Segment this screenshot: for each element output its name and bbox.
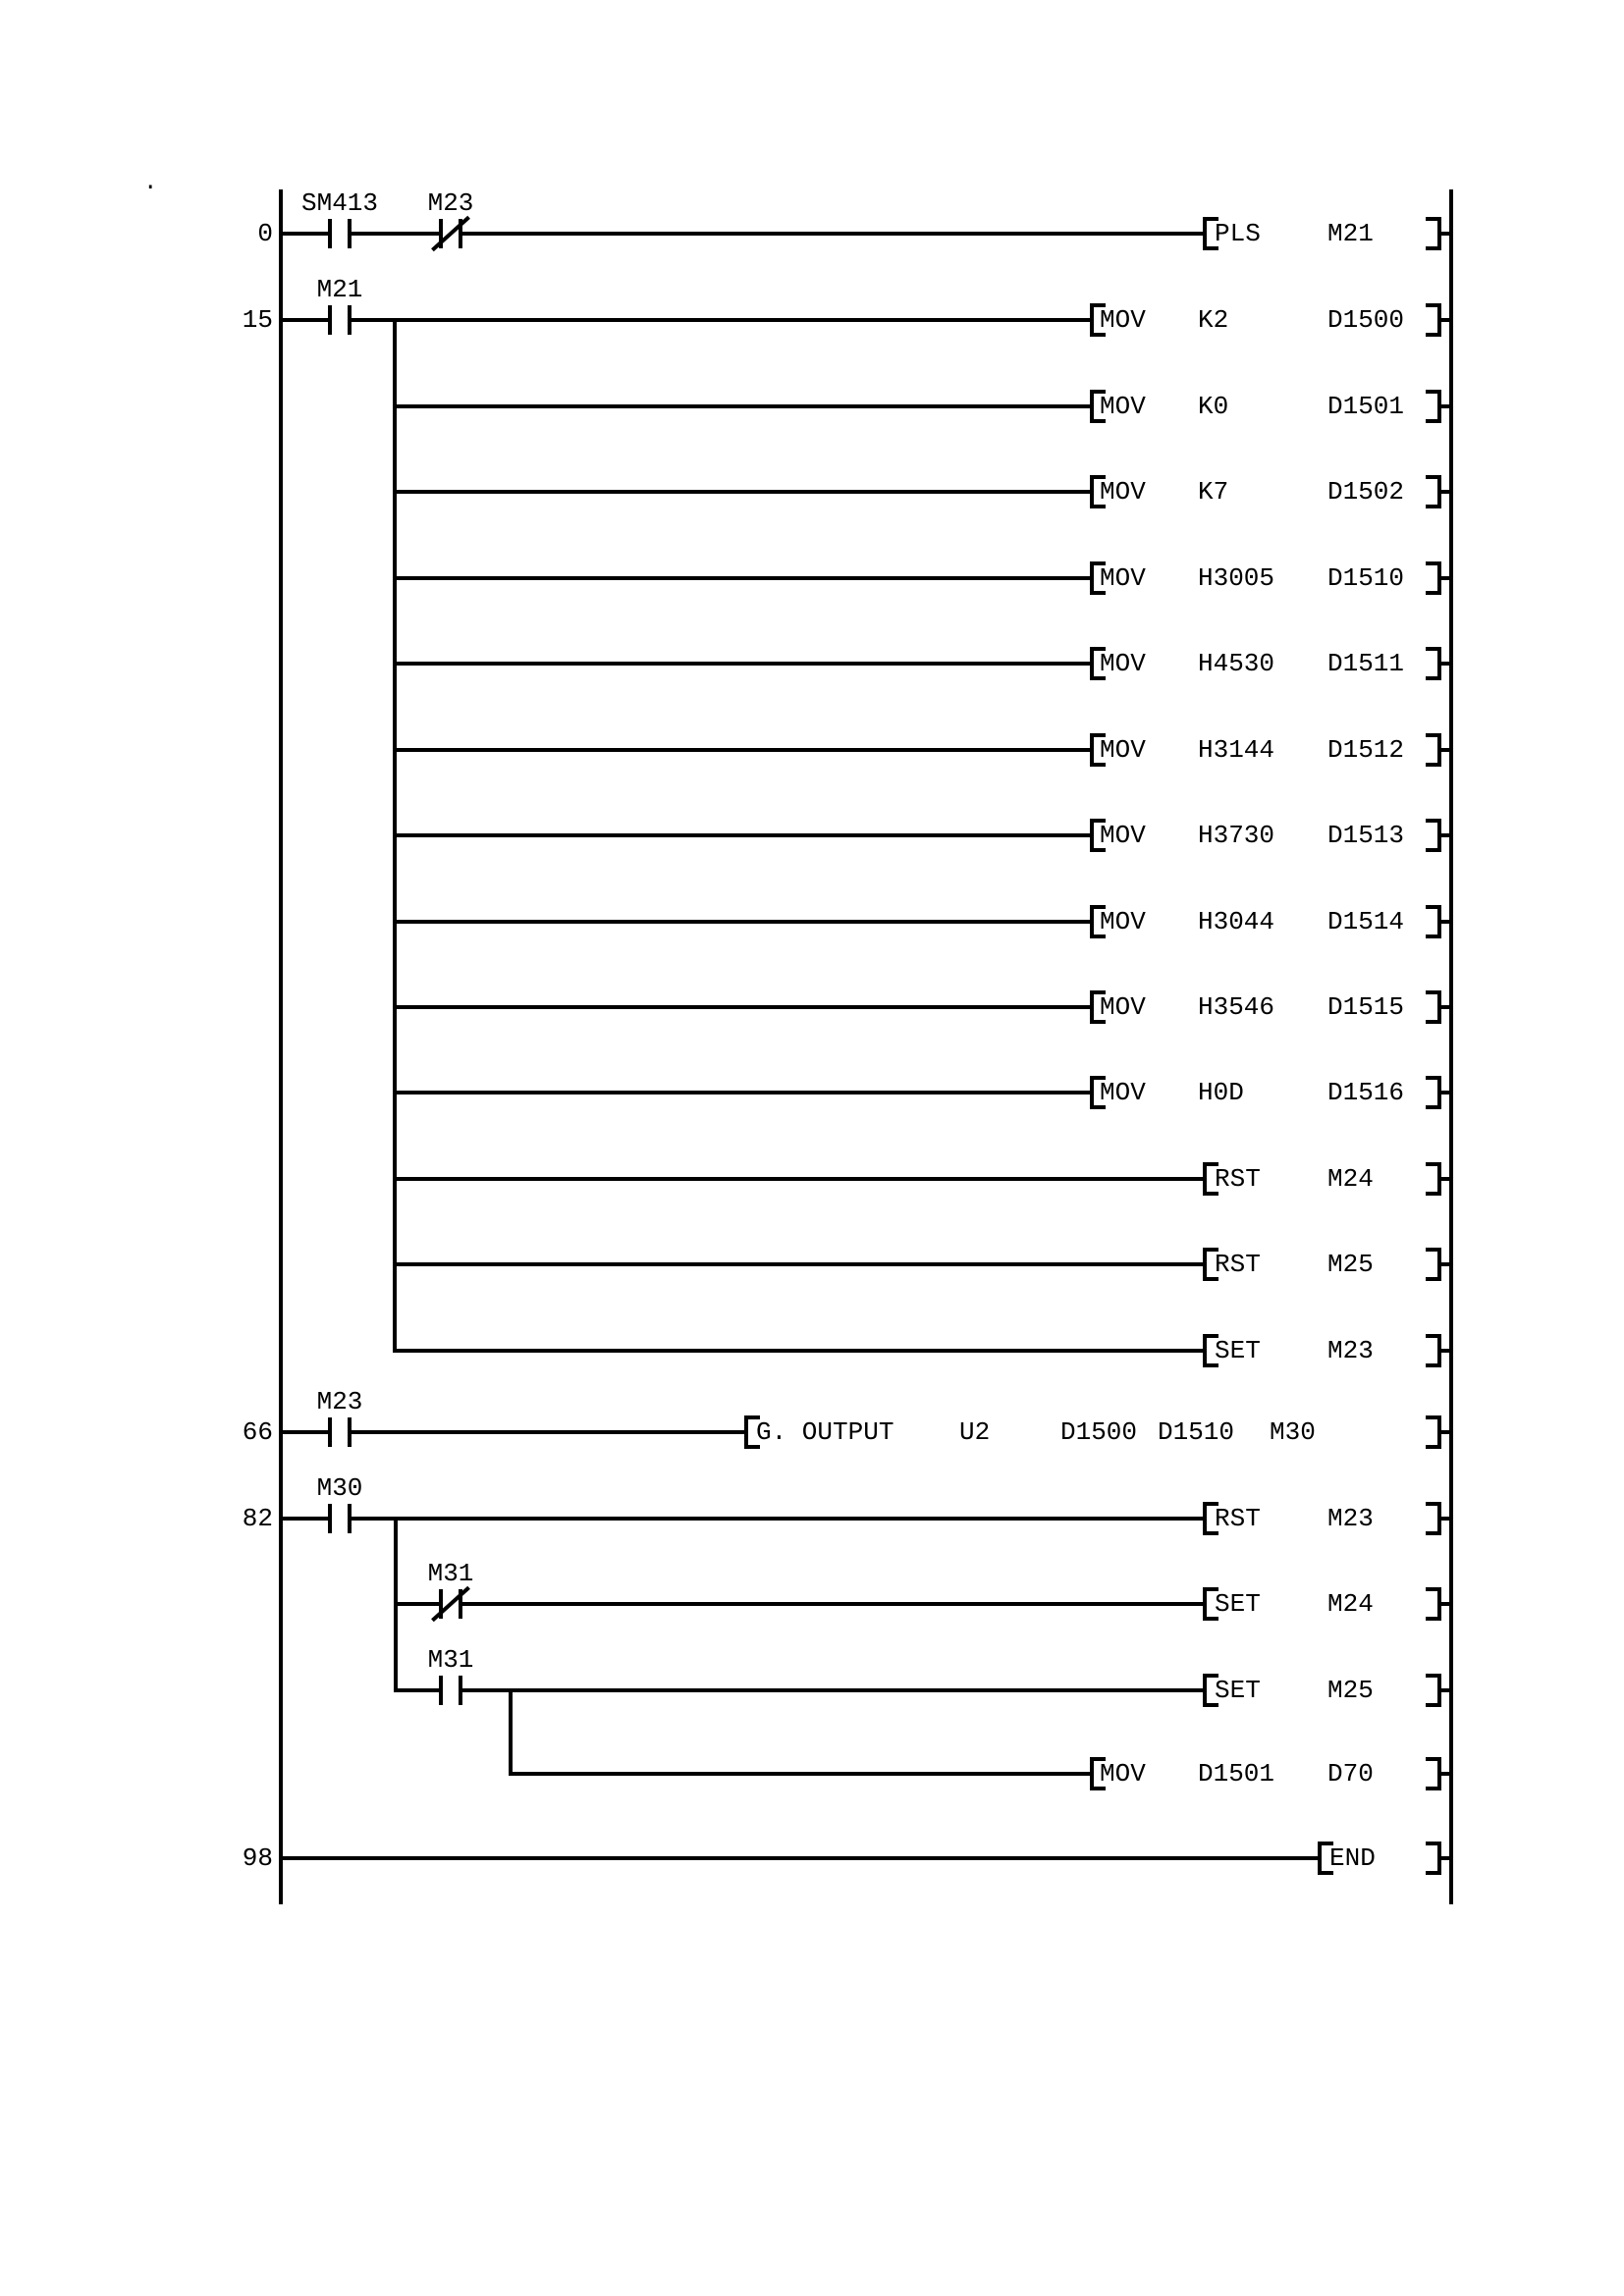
bracket-tick [1426,1277,1437,1281]
operand: D70 [1327,1759,1374,1789]
operand: D1512 [1327,735,1405,765]
bracket-tick [1426,303,1437,307]
bracket-rail-stub [1441,318,1449,322]
operand: D1501 [1327,392,1405,421]
bracket-tick [1426,561,1437,565]
contact-bar [459,1676,462,1705]
rung-line [393,662,1090,666]
instruction-name: MOV [1100,649,1146,678]
bracket-tick [1426,647,1437,651]
device-label: M31 [427,1645,474,1675]
rung-line [393,576,1090,580]
bracket-rail-stub [1441,833,1449,837]
bracket-tick [1426,591,1437,595]
operand: D1516 [1327,1078,1405,1107]
bracket-tick [1426,1248,1437,1252]
instruction-bracket-open [1203,1248,1207,1281]
instruction-bracket-open [1090,475,1094,508]
instruction-bracket-open [1203,1334,1207,1367]
rung-line [393,833,1090,837]
rung-line [509,1772,1090,1776]
bracket-tick [1426,1757,1437,1761]
stray-dot-mark: . [143,170,158,196]
instruction-bracket-open [1203,1502,1207,1535]
bracket-tick [1426,1842,1437,1845]
rung-line [393,1177,1203,1181]
instruction-bracket-open [1090,390,1094,423]
rung-line [283,318,1090,322]
rung-line [393,1349,1203,1353]
bracket-rail-stub [1441,1262,1449,1266]
operand: K2 [1198,305,1229,335]
operand: D1500 [1327,305,1405,335]
bracket-tick [1426,1020,1437,1024]
bracket-rail-stub [1441,1602,1449,1606]
contact-bar [348,305,352,335]
device-label: M23 [427,188,474,218]
bracket-tick [1426,1703,1437,1707]
rung-line [283,232,1203,236]
instruction-name: SET [1215,1676,1261,1705]
bracket-tick [1426,217,1437,221]
instruction-name: MOV [1100,477,1146,507]
bracket-tick [1426,1617,1437,1621]
bracket-rail-stub [1441,1856,1449,1860]
operand: D1515 [1327,992,1405,1022]
bracket-rail-stub [1441,576,1449,580]
bracket-tick [1426,1076,1437,1080]
operand: D1500 [1060,1417,1138,1447]
bracket-tick [1426,1502,1437,1506]
contact-gap [332,1426,348,1438]
operand: D1501 [1198,1759,1275,1789]
operand: H0D [1198,1078,1244,1107]
instruction-bracket-open [1090,1757,1094,1790]
rung-line [393,404,1090,408]
rung-line [393,1091,1090,1095]
operand: M23 [1327,1504,1374,1533]
bracket-rail-stub [1441,1349,1449,1353]
bracket-rail-stub [1441,1517,1449,1521]
operand: H3144 [1198,735,1275,765]
operand: M25 [1327,1250,1374,1279]
contact-bar [328,1417,332,1447]
bracket-rail-stub [1441,920,1449,924]
rung-line [393,1005,1090,1009]
operand: H4530 [1198,649,1275,678]
bracket-rail-stub [1441,1430,1449,1434]
bracket-rail-stub [1441,490,1449,494]
operand: H3730 [1198,821,1275,850]
instruction-name: RST [1215,1164,1261,1194]
bracket-tick [1426,848,1437,852]
bracket-tick [1426,1587,1437,1591]
bracket-tick [1426,1192,1437,1196]
operand: H3546 [1198,992,1275,1022]
bracket-rail-stub [1441,1688,1449,1692]
instruction-bracket-open [1090,819,1094,852]
bracket-tick [1426,475,1437,479]
instruction-bracket-open [1203,1674,1207,1707]
instruction-name: MOV [1100,907,1146,936]
instruction-bracket-open [1090,561,1094,595]
bracket-tick [1426,505,1437,508]
rung-line [393,1262,1203,1266]
instruction-name: MOV [1100,563,1146,593]
bracket-tick [1426,419,1437,423]
bracket-rail-stub [1441,748,1449,752]
bracket-rail-stub [1441,404,1449,408]
instruction-bracket-open [1090,990,1094,1024]
step-number: 15 [242,305,273,335]
bracket-rail-stub [1441,662,1449,666]
operand: M23 [1327,1336,1374,1365]
bracket-tick [1426,1871,1437,1875]
instruction-name: G. OUTPUT [756,1417,894,1447]
rung-line [283,1517,1203,1521]
instruction-bracket-open [1090,1076,1094,1109]
contact-bar [348,1417,352,1447]
instruction-bracket-open [1318,1842,1322,1875]
bracket-tick [1426,990,1437,994]
instruction-name: RST [1215,1250,1261,1279]
operand: D1511 [1327,649,1405,678]
operand: M24 [1327,1164,1374,1194]
instruction-name: MOV [1100,1078,1146,1107]
bracket-tick [1426,1445,1437,1449]
contact-gap [332,314,348,326]
rung-line [394,1602,1203,1606]
bracket-tick [1426,246,1437,250]
contact-bar [328,1504,332,1533]
bracket-tick [1426,1334,1437,1338]
step-number: 66 [242,1417,273,1447]
operand: H3044 [1198,907,1275,936]
bracket-tick [1426,905,1437,909]
bracket-tick [1426,1105,1437,1109]
bracket-tick [1426,1674,1437,1678]
instruction-name: MOV [1100,1759,1146,1789]
bracket-tick [1426,1162,1437,1166]
rung-line [394,1688,1203,1692]
bracket-tick [1426,1531,1437,1535]
device-label: M21 [316,275,363,304]
bracket-tick [1426,733,1437,737]
rung-line [283,1856,1318,1860]
bracket-rail-stub [1441,232,1449,236]
instruction-bracket-open [1203,217,1207,250]
contact-bar [348,219,352,248]
instruction-bracket-open [1090,733,1094,767]
operand: K7 [1198,477,1229,507]
instruction-name: MOV [1100,992,1146,1022]
bracket-tick [1426,819,1437,823]
instruction-name: PLS [1215,219,1261,248]
operand: M24 [1327,1589,1374,1619]
rung-line [393,920,1090,924]
contact-gap [332,1513,348,1524]
bracket-tick [1426,763,1437,767]
bracket-tick [1426,333,1437,337]
device-label: SM413 [300,188,378,218]
bracket-rail-stub [1441,1005,1449,1009]
operand: D1510 [1158,1417,1235,1447]
device-label: M31 [427,1559,474,1588]
bracket-tick [1426,390,1437,394]
bracket-tick [1426,1787,1437,1790]
instruction-name: MOV [1100,735,1146,765]
contact-bar [328,219,332,248]
bracket-rail-stub [1441,1091,1449,1095]
rung-line [283,1430,744,1434]
step-number: 98 [242,1843,273,1873]
instruction-name: MOV [1100,305,1146,335]
bracket-tick [1426,934,1437,938]
contact-bar [439,1676,443,1705]
operand: M21 [1327,219,1374,248]
instruction-name: RST [1215,1504,1261,1533]
contact-gap [332,228,348,240]
instruction-bracket-open [1203,1162,1207,1196]
rung82-sub-branch-line [509,1688,513,1776]
bracket-tick [1426,1415,1437,1419]
operand: D1513 [1327,821,1405,850]
instruction-name: MOV [1100,821,1146,850]
bracket-tick [1426,1363,1437,1367]
bracket-rail-stub [1441,1177,1449,1181]
bracket-rail-stub [1441,1772,1449,1776]
instruction-bracket-open [1203,1587,1207,1621]
contact-bar [348,1504,352,1533]
operand: D1510 [1327,563,1405,593]
device-label: M23 [316,1387,363,1416]
device-label: M30 [316,1473,363,1503]
instruction-name: SET [1215,1589,1261,1619]
step-number: 0 [257,219,273,248]
contact-bar [328,305,332,335]
left-power-rail [279,189,283,1904]
operand: M25 [1327,1676,1374,1705]
operand: H3005 [1198,563,1275,593]
instruction-bracket-open [1090,905,1094,938]
instruction-bracket-open [1090,303,1094,337]
rung-line [393,748,1090,752]
operand: M30 [1270,1417,1316,1447]
operand: D1514 [1327,907,1405,936]
instruction-name: END [1329,1843,1376,1873]
bracket-tick [1426,676,1437,680]
instruction-bracket-open [1090,647,1094,680]
rung-line [393,490,1090,494]
operand: K0 [1198,392,1229,421]
instruction-name: SET [1215,1336,1261,1365]
right-power-rail [1449,189,1453,1904]
operand: D1502 [1327,477,1405,507]
step-number: 82 [242,1504,273,1533]
instruction-name: MOV [1100,392,1146,421]
instruction-bracket-open [744,1415,748,1449]
operand: U2 [959,1417,991,1447]
contact-gap [443,1684,459,1696]
